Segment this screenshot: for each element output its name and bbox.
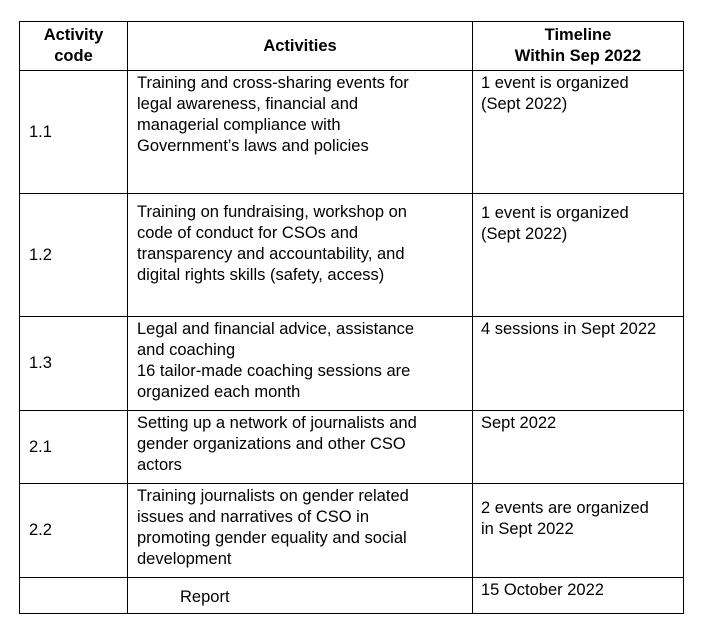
header-activity-code-line1: Activity xyxy=(43,26,104,44)
timeline-line: 1 event is organized xyxy=(481,204,629,222)
timeline-cell xyxy=(473,71,684,194)
activity-code-cell: 1.1 xyxy=(20,71,128,194)
activity-line: legal awareness, financial and xyxy=(137,95,359,113)
timeline-line: 1 event is organized xyxy=(481,74,629,92)
activity-description-cell xyxy=(128,484,473,578)
header-activity-code-line2: code xyxy=(54,47,93,65)
activity-code-cell: 2.2 xyxy=(20,484,128,578)
table-row xyxy=(20,411,684,484)
timeline-line: 15 October 2022 xyxy=(481,581,604,599)
activity-description-cell xyxy=(128,317,473,411)
activity-line: Setting up a network of journalists and xyxy=(137,414,417,432)
timeline-line: 2 events are organized xyxy=(481,499,649,517)
timeline-cell xyxy=(473,484,684,578)
activity-line: Training and cross-sharing events for xyxy=(137,74,409,92)
activity-description-cell xyxy=(128,578,473,614)
timeline-line: (Sept 2022) xyxy=(481,95,568,113)
activity-line: actors xyxy=(137,456,182,474)
activity-timeline-table xyxy=(19,21,684,614)
header-activities-label: Activities xyxy=(263,36,337,55)
activity-line: organized each month xyxy=(137,383,301,401)
activity-code-cell: 2.1 xyxy=(20,411,128,484)
timeline-line: 4 sessions in Sept 2022 xyxy=(481,320,657,338)
table-row xyxy=(20,71,684,194)
activity-line: Training on fundraising, workshop on xyxy=(137,203,407,221)
activity-line: and coaching xyxy=(137,341,236,359)
activity-code-cell: 1.3 xyxy=(20,317,128,411)
activity-line: development xyxy=(137,550,232,568)
header-timeline-line2: Within Sep 2022 xyxy=(514,47,642,65)
timeline-line: in Sept 2022 xyxy=(481,520,574,538)
timeline-cell xyxy=(473,194,684,317)
activity-line: managerial compliance with xyxy=(137,116,341,134)
activity-line: gender organizations and other CSO xyxy=(137,435,406,453)
activity-code-cell xyxy=(20,578,128,614)
timeline-cell xyxy=(473,578,684,614)
activity-line: 16 tailor-made coaching sessions are xyxy=(137,362,411,380)
header-activity-code xyxy=(20,22,128,71)
table-header-row xyxy=(20,22,684,71)
table-row xyxy=(20,317,684,411)
table-row xyxy=(20,194,684,317)
timeline-line: (Sept 2022) xyxy=(481,225,568,243)
activity-code-cell: 1.2 xyxy=(20,194,128,317)
activity-line: Training journalists on gender related xyxy=(137,487,409,505)
activity-line: promoting gender equality and social xyxy=(137,529,407,547)
activity-line: issues and narratives of CSO in xyxy=(137,508,370,526)
activity-description-cell xyxy=(128,411,473,484)
header-timeline xyxy=(473,22,684,71)
activity-line: Government’s laws and policies xyxy=(137,137,369,155)
timeline-cell xyxy=(473,317,684,411)
activity-line: code of conduct for CSOs and xyxy=(137,224,359,242)
table-row xyxy=(20,484,684,578)
activity-line: Report xyxy=(180,588,230,606)
activity-line: transparency and accountability, and xyxy=(137,245,405,263)
timeline-cell xyxy=(473,411,684,484)
header-timeline-line1: Timeline xyxy=(544,26,612,44)
activity-line: digital rights skills (safety, access) xyxy=(137,266,385,284)
activity-description-cell xyxy=(128,71,473,194)
activity-description-cell xyxy=(128,194,473,317)
table-row-report xyxy=(20,578,684,614)
activity-line: Legal and financial advice, assistance xyxy=(137,320,415,338)
header-activities xyxy=(128,22,473,71)
timeline-line: Sept 2022 xyxy=(481,414,557,432)
